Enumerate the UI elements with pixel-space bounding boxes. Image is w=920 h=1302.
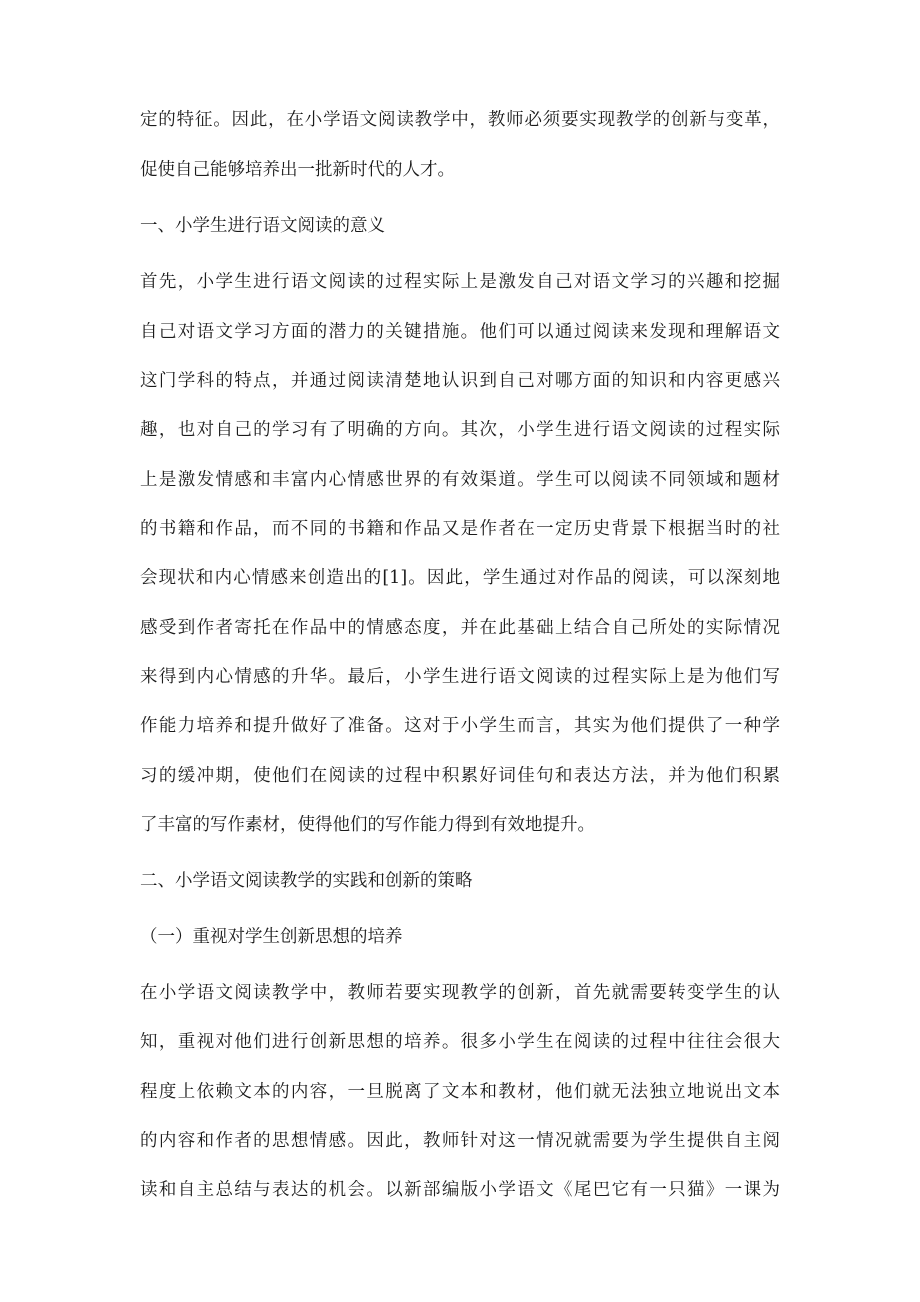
paragraph-2-line-5: 读和自主总结与表达的机会。以新部编版小学语文《尾巴它有一只猫》一课为 [140, 1180, 780, 1200]
paragraph-1-line-8: 感受到作者寄托在作品中的情感态度，并在此基础上结合自己所处的实际情况 [140, 618, 780, 638]
paragraph-2-line-1: 在小学语文阅读教学中，教师若要实现教学的创新，首先就需要转变学生的认 [140, 983, 780, 1003]
paragraph-1-line-11: 习的缓冲期，使他们在阅读的过程中积累好词佳句和表达方法，并为他们积累 [140, 766, 780, 786]
paragraph-1-line-3: 这门学科的特点，并通过阅读清楚地认识到自己对哪方面的知识和内容更感兴 [140, 371, 780, 391]
intro-line-1: 定的特征。因此，在小学语文阅读教学中，教师必须要实现教学的创新与变革， [140, 110, 780, 130]
paragraph-1-line-6: 的书籍和作品，而不同的书籍和作品又是作者在一定历史背景下根据当时的社 [140, 519, 780, 539]
section-heading-2: 二、小学语文阅读教学的实践和创新的策略 [140, 871, 473, 891]
paragraph-2-line-2: 知，重视对他们进行创新思想的培养。很多小学生在阅读的过程中往往会很大 [140, 1032, 780, 1052]
subsection-heading-2-1: （一）重视对学生创新思想的培养 [140, 927, 403, 947]
paragraph-1-line-4: 趣，也对自己的学习有了明确的方向。其次，小学生进行语文阅读的过程实际 [140, 420, 780, 440]
paragraph-1-line-12: 了丰富的写作素材，使得他们的写作能力得到有效地提升。 [140, 815, 595, 835]
paragraph-2-line-4: 的内容和作者的思想情感。因此，教师针对这一情况就需要为学生提供自主阅 [140, 1131, 780, 1151]
paragraph-2-line-3: 程度上依赖文本的内容，一旦脱离了文本和教材，他们就无法独立地说出文本 [140, 1082, 780, 1102]
paragraph-1-line-10: 作能力培养和提升做好了准备。这对于小学生而言，其实为他们提供了一种学 [140, 716, 780, 736]
paragraph-1-line-7: 会现状和内心情感来创造出的[1]。因此，学生通过对作品的阅读，可以深刻地 [140, 568, 780, 588]
intro-line-2: 促使自己能够培养出一批新时代的人才。 [140, 160, 455, 180]
paragraph-1-line-1: 首先，小学生进行语文阅读的过程实际上是激发自己对语文学习的兴趣和挖掘 [140, 272, 780, 292]
paragraph-1-line-5: 上是激发情感和丰富内心情感世界的有效渠道。学生可以阅读不同领域和题材 [140, 470, 780, 490]
section-heading-1: 一、小学生进行语文阅读的意义 [140, 216, 385, 236]
paragraph-1-line-2: 自己对语文学习方面的潜力的关键措施。他们可以通过阅读来发现和理解语文 [140, 322, 780, 342]
paragraph-1-line-9: 来得到内心情感的升华。最后，小学生进行语文阅读的过程实际上是为他们写 [140, 667, 780, 687]
